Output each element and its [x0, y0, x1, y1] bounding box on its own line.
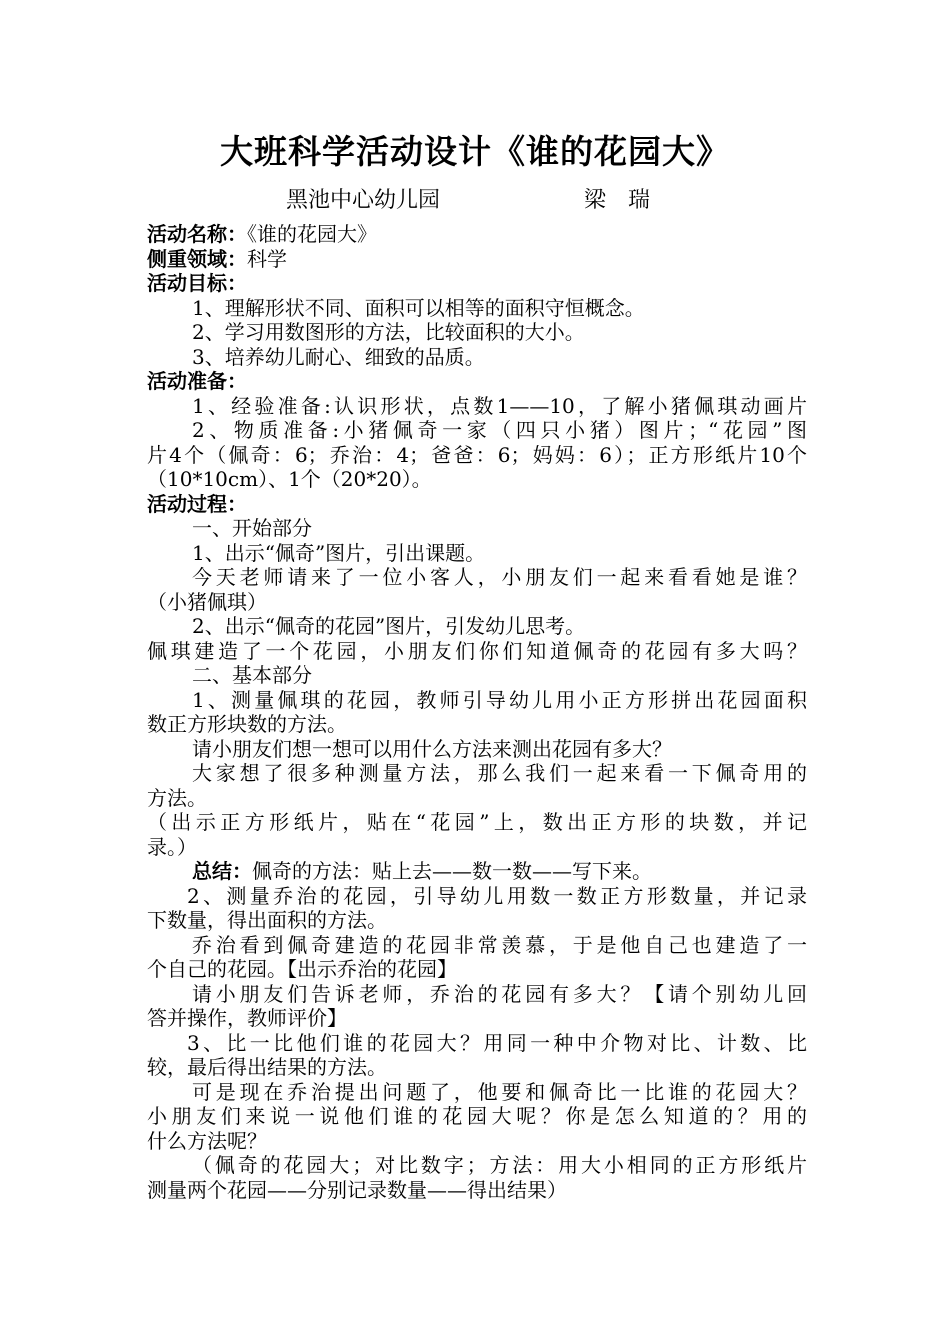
- line-text: 可是现在乔治提出问题了，他要和佩奇比一比谁的花园大？: [192, 1079, 807, 1104]
- line-text: 1、经验准备:认识形状，点数1——10，了解小猪佩琪动画片: [192, 393, 807, 418]
- text-line: [147, 761, 807, 786]
- line-text: （出示正方形纸片，贴在“花园”上，数出正方形的块数，并记: [147, 810, 807, 834]
- line-text: 《谁的花园大》: [247, 222, 377, 246]
- line-text: （10*10cm）、1个（20*20）。: [147, 467, 432, 491]
- section-label: 活动目标：: [147, 271, 247, 295]
- line-text: （小猪佩琪）: [147, 589, 267, 614]
- text-line: [147, 222, 807, 247]
- text-line: [147, 1031, 807, 1056]
- text-line: [147, 835, 807, 860]
- line-text: 个自己的花园。【出示乔治的花园】: [147, 957, 457, 981]
- text-line: [147, 271, 807, 296]
- text-line: [147, 345, 807, 370]
- line-text: 答并操作，教师评价】: [147, 1006, 347, 1030]
- text-line: [147, 394, 807, 419]
- line-text: 2、物质准备:小猪佩奇一家（四只小猪）图片；“花园”图: [192, 418, 807, 442]
- text-line: [147, 418, 807, 443]
- text-line: [147, 247, 807, 272]
- document-title: 大班科学活动设计《谁的花园大》: [220, 132, 730, 171]
- line-text: 1、测量佩琪的花园，教师引导幼儿用小正方形拼出花园面积: [192, 687, 807, 712]
- author-name: 梁 瑞: [584, 188, 651, 213]
- text-line: [147, 614, 807, 639]
- text-line: [147, 590, 807, 615]
- line-text: 方法。: [147, 785, 207, 810]
- text-line: [147, 320, 807, 345]
- text-line: [147, 1153, 807, 1178]
- text-line: [147, 712, 807, 737]
- text-line: [147, 957, 807, 982]
- text-line: [147, 541, 807, 566]
- line-text: 今天老师请来了一位小客人，小朋友们一起来看看她是谁？: [192, 565, 807, 589]
- line-text: 3、培养幼儿耐心、细致的品质。: [192, 344, 485, 369]
- line-text: 录。）: [147, 834, 197, 859]
- line-text: （佩奇的花园大；对比数字；方法：用大小相同的正方形纸片: [192, 1153, 807, 1177]
- line-text: 片4个（佩奇：6；乔治：4；爸爸：6；妈妈：6）；正方形纸片10个: [147, 442, 807, 467]
- line-text: 1、出示“佩奇”图片，引出课题。: [192, 540, 486, 565]
- text-line: [147, 639, 807, 664]
- text-line: [147, 443, 807, 468]
- school-name: 黑池中心幼儿园: [286, 188, 441, 213]
- text-line: [147, 369, 807, 394]
- text-line: [147, 296, 807, 321]
- line-text: 佩琪建造了一个花园，小朋友们你们知道佩奇的花园有多大吗？: [147, 638, 807, 663]
- line-text: 测量两个花园——分别记录数量——得出结果）: [147, 1177, 567, 1202]
- text-line: [147, 565, 807, 590]
- text-line: [147, 884, 807, 909]
- line-text: 2、出示“佩奇的花园”图片，引发幼儿思考。: [192, 614, 586, 638]
- section-label: 活动准备：: [147, 369, 247, 393]
- section-label: 侧重领域：: [147, 246, 247, 271]
- text-line: [147, 908, 807, 933]
- text-line: [147, 1178, 807, 1203]
- line-text: 乔治看到佩奇建造的花园非常羡慕，于是他自己也建造了一: [192, 932, 807, 957]
- text-line: [147, 1006, 807, 1031]
- line-text: 2、测量乔治的花园，引导幼儿用数一数正方形数量，并记录: [187, 883, 807, 908]
- text-line: [147, 663, 807, 688]
- text-line: [147, 786, 807, 811]
- document-body: [147, 222, 807, 1202]
- section-label: 活动过程：: [147, 491, 247, 516]
- line-text: 2、学习用数图形的方法，比较面积的大小。: [192, 320, 585, 344]
- line-text: 佩奇的方法：贴上去——数一数——写下来。: [252, 859, 652, 883]
- line-text: 二、基本部分: [192, 663, 312, 687]
- text-line: [147, 467, 807, 492]
- section-label: 总结：: [192, 859, 252, 883]
- line-text: 1、理解形状不同、面积可以相等的面积守恒概念。: [192, 295, 645, 320]
- line-text: 大家想了很多种测量方法，那么我们一起来看一下佩奇用的: [192, 761, 807, 785]
- line-text: 请小朋友们想一想可以用什么方法来测出花园有多大？: [192, 736, 672, 761]
- text-line: [147, 737, 807, 762]
- text-line: [147, 1129, 807, 1154]
- line-text: 3、比一比他们谁的花园大？用同一种中介物对比、计数、比: [187, 1030, 807, 1055]
- line-text: 科学: [247, 246, 287, 271]
- text-line: [147, 982, 807, 1007]
- line-text: 什么方法呢？: [147, 1128, 267, 1153]
- text-line: [147, 1080, 807, 1105]
- line-text: 小朋友们来说一说他们谁的花园大呢？你是怎么知道的？用的: [147, 1104, 807, 1128]
- text-line: [147, 859, 807, 884]
- text-line: [147, 516, 807, 541]
- line-text: 请小朋友们告诉老师，乔治的花园有多大？【请个别幼儿回: [192, 981, 807, 1006]
- text-line: [147, 1104, 807, 1129]
- text-line: [147, 810, 807, 835]
- line-text: 一、开始部分: [192, 516, 312, 540]
- text-line: [147, 688, 807, 713]
- section-label: 活动名称：: [147, 222, 247, 246]
- line-text: 下数量，得出面积的方法。: [147, 908, 387, 932]
- line-text: 数正方形块数的方法。: [147, 712, 347, 736]
- text-line: [147, 933, 807, 958]
- text-line: [147, 492, 807, 517]
- line-text: 较，最后得出结果的方法。: [147, 1055, 387, 1079]
- text-line: [147, 1055, 807, 1080]
